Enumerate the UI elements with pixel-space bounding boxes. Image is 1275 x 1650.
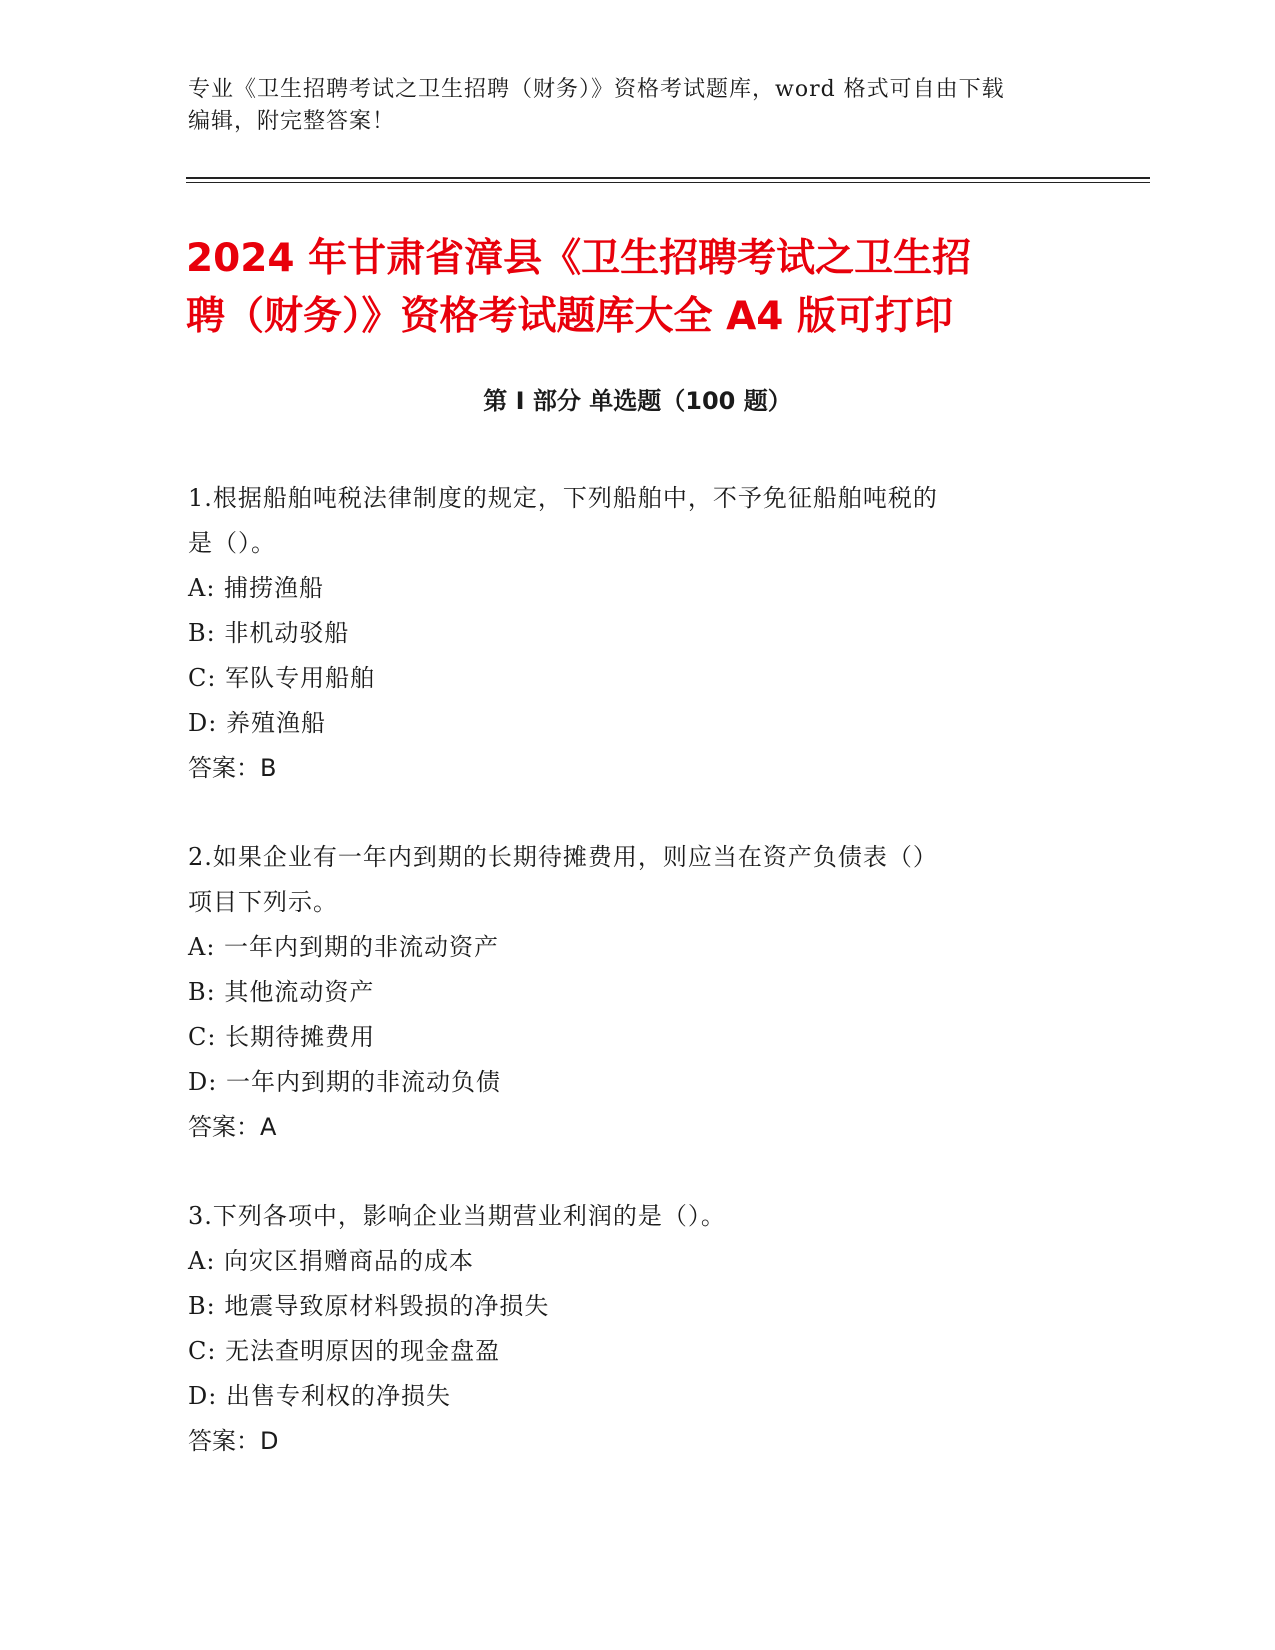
question-1: [188, 476, 1068, 791]
answer: 答案：A: [188, 1113, 277, 1141]
option-b: B: 非机动驳船: [188, 619, 350, 647]
option-c: C: 无法查明原因的现金盘盈: [188, 1337, 501, 1365]
header-divider-thin: [186, 182, 1150, 183]
question-stem: 1.根据船舶吨税法律制度的规定，下列船舶中，不予免征船舶吨税的: [188, 484, 938, 512]
section-title: 第 I 部分 单选题（100 题）: [483, 387, 792, 415]
question-2: [188, 835, 1068, 1150]
option-a: A: 向灾区捐赠商品的成本: [188, 1247, 475, 1275]
answer: 答案：B: [188, 754, 277, 782]
question-list: [188, 476, 1068, 1464]
document-title-line-2: 聘（财务）》资格考试题库大全 A4 版可打印: [186, 294, 953, 339]
option-a: A: 一年内到期的非流动资产: [188, 933, 500, 961]
option-d: D: 一年内到期的非流动负债: [188, 1068, 501, 1096]
question-stem: 3.下列各项中，影响企业当期营业利润的是（）。: [188, 1202, 726, 1230]
option-b: B: 地震导致原材料毁损的净损失: [188, 1292, 550, 1320]
option-d: D: 出售专利权的净损失: [188, 1382, 451, 1410]
option-c: C: 军队专用船舶: [188, 664, 376, 692]
question-stem-continued: 项目下列示。: [188, 888, 338, 916]
question-stem-continued: 是（）。: [188, 529, 276, 557]
answer: 答案：D: [188, 1427, 279, 1455]
question-3: [188, 1194, 1068, 1464]
document-title-line-1: 2024 年甘肃省漳县《卫生招聘考试之卫生招: [186, 236, 972, 281]
document-title: [186, 230, 1106, 346]
option-d: D: 养殖渔船: [188, 709, 326, 737]
header-divider-thick: [186, 177, 1150, 179]
header-note: [188, 74, 1068, 138]
question-stem: 2.如果企业有一年内到期的长期待摊费用，则应当在资产负债表（）: [188, 843, 938, 871]
option-c: C: 长期待摊费用: [188, 1023, 376, 1051]
option-a: A: 捕捞渔船: [188, 574, 325, 602]
option-b: B: 其他流动资产: [188, 978, 375, 1006]
header-note-line-2: 编辑，附完整答案！: [188, 109, 396, 134]
header-note-line-1: 专业《卫生招聘考试之卫生招聘（财务）》资格考试题库，word 格式可自由下载: [188, 77, 1005, 102]
